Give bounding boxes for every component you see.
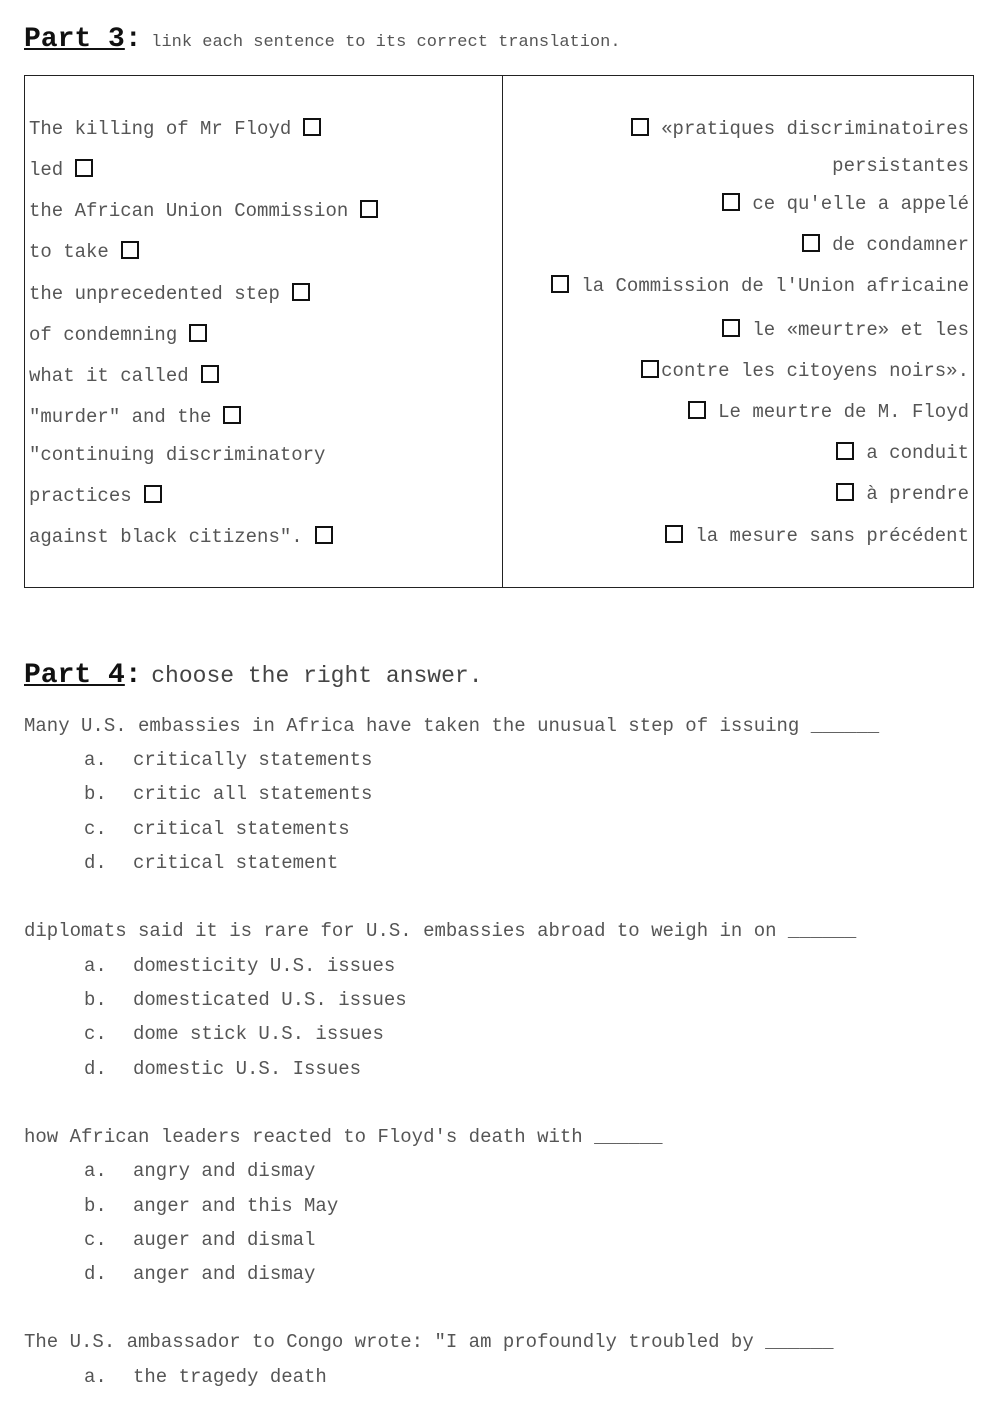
part4-colon: : — [124, 660, 142, 691]
left-item-text: against black citizens". — [29, 526, 303, 548]
left-item — [29, 323, 207, 347]
option-text: critical statement — [133, 852, 339, 874]
right-item — [836, 441, 969, 465]
right-item-text: persistantes — [832, 155, 969, 177]
checkbox[interactable] — [292, 283, 310, 301]
option-text: anger and dismay — [133, 1263, 316, 1285]
question-text: The U.S. ambassador to Congo wrote: "I am profoundly troubled by ______ — [24, 1331, 834, 1353]
right-item — [688, 400, 969, 424]
option-text: critical statements — [133, 818, 350, 840]
option-letter: d. — [84, 852, 107, 874]
option-text: the tragedy death — [133, 1366, 327, 1388]
question-text: diplomats said it is rare for U.S. embassies abroad to weigh in on ______ — [24, 920, 857, 942]
checkbox[interactable] — [722, 193, 740, 211]
left-item-text: The killing of Mr Floyd — [29, 118, 292, 140]
option-text: auger and dismal — [133, 1229, 316, 1251]
checkbox[interactable] — [144, 485, 162, 503]
right-item — [551, 274, 969, 298]
right-item — [836, 482, 969, 506]
checkbox[interactable] — [802, 234, 820, 252]
option-text: domestic U.S. Issues — [133, 1058, 362, 1080]
right-item-text: de condamner — [832, 234, 969, 256]
option-text: critic all statements — [133, 783, 373, 805]
right-item-text: «pratiques discriminatoires — [661, 118, 969, 140]
question-text: Many U.S. embassies in Africa have taken the unusual step of issuing ______ — [24, 715, 880, 737]
checkbox[interactable] — [551, 275, 569, 293]
left-item-text: to take — [29, 241, 109, 263]
answer-option[interactable] — [84, 1159, 315, 1183]
left-item — [29, 240, 139, 264]
right-item-text: a conduit — [866, 442, 969, 464]
option-letter: b. — [84, 1195, 107, 1217]
checkbox[interactable] — [201, 365, 219, 383]
left-item — [29, 364, 219, 388]
left-item — [29, 117, 321, 141]
right-item — [665, 524, 969, 548]
answer-option[interactable] — [84, 1194, 338, 1218]
right-item-text: la Commission de l'Union africaine — [581, 275, 969, 297]
left-item-text: led — [29, 159, 64, 181]
left-item — [29, 405, 241, 429]
answer-option[interactable] — [84, 748, 372, 772]
part3-instruction: link each sentence to its correct translation. — [151, 33, 621, 52]
checkbox[interactable] — [360, 200, 378, 218]
left-item — [29, 484, 162, 508]
left-item — [29, 158, 93, 182]
checkbox[interactable] — [836, 483, 854, 501]
part4-instruction: choose the right answer. — [151, 663, 483, 689]
answer-option[interactable] — [84, 954, 395, 978]
right-item — [832, 154, 969, 178]
right-item — [641, 359, 969, 383]
left-item-text: the African Union Commission — [29, 200, 349, 222]
checkbox[interactable] — [836, 442, 854, 460]
part4-title: Part 4 — [24, 660, 125, 691]
option-text: domesticated U.S. issues — [133, 989, 407, 1011]
right-item-text: à prendre — [866, 483, 969, 505]
right-item-text: Le meurtre de M. Floyd — [718, 401, 969, 423]
checkbox[interactable] — [665, 525, 683, 543]
checkbox[interactable] — [223, 406, 241, 424]
answer-option[interactable] — [84, 851, 338, 875]
answer-option[interactable] — [84, 1022, 384, 1046]
option-text: critically statements — [133, 749, 373, 771]
option-letter: c. — [84, 1023, 107, 1045]
left-item-text: "murder" and the — [29, 406, 212, 428]
answer-option[interactable] — [84, 1365, 327, 1389]
checkbox[interactable] — [303, 118, 321, 136]
option-text: domesticity U.S. issues — [133, 955, 396, 977]
option-letter: a. — [84, 955, 107, 977]
right-item — [802, 233, 969, 257]
checkbox[interactable] — [722, 319, 740, 337]
option-letter: c. — [84, 818, 107, 840]
checkbox[interactable] — [189, 324, 207, 342]
left-item — [29, 525, 333, 549]
option-letter: d. — [84, 1058, 107, 1080]
left-item — [29, 282, 310, 306]
left-item-text: "continuing discriminatory — [29, 444, 326, 466]
option-letter: b. — [84, 989, 107, 1011]
left-item-text: practices — [29, 485, 132, 507]
option-letter: b. — [84, 783, 107, 805]
column-divider — [502, 76, 503, 587]
right-item — [722, 192, 969, 216]
option-letter: a. — [84, 1366, 107, 1388]
right-item-text: la mesure sans précédent — [695, 525, 969, 547]
option-text: anger and this May — [133, 1195, 339, 1217]
option-text: dome stick U.S. issues — [133, 1023, 384, 1045]
option-letter: a. — [84, 1160, 107, 1182]
option-text: angry and dismay — [133, 1160, 316, 1182]
answer-option[interactable] — [84, 817, 350, 841]
right-item — [631, 117, 969, 141]
left-item-text: the unprecedented step — [29, 283, 280, 305]
left-item — [29, 443, 325, 467]
answer-option[interactable] — [84, 1262, 315, 1286]
left-item — [29, 199, 378, 223]
option-letter: a. — [84, 749, 107, 771]
answer-option[interactable] — [84, 782, 372, 806]
left-item-text: of condemning — [29, 324, 178, 346]
answer-option[interactable] — [84, 1228, 315, 1252]
checkbox[interactable] — [688, 401, 706, 419]
answer-option[interactable] — [84, 988, 407, 1012]
right-item — [722, 318, 969, 342]
checkbox[interactable] — [121, 241, 139, 259]
matching-table — [24, 75, 974, 588]
part3-heading — [24, 24, 621, 55]
option-letter: c. — [84, 1229, 107, 1251]
checkbox[interactable] — [315, 526, 333, 544]
right-item-text: ce qu'elle a appelé — [752, 193, 969, 215]
question-text: how African leaders reacted to Floyd's death with ______ — [24, 1126, 663, 1148]
part4-heading — [24, 660, 483, 691]
answer-option[interactable] — [84, 1057, 361, 1081]
checkbox[interactable] — [75, 159, 93, 177]
part3-colon: : — [124, 24, 142, 55]
part3-title: Part 3 — [24, 24, 125, 55]
option-letter: d. — [84, 1263, 107, 1285]
left-item-text: what it called — [29, 365, 189, 387]
checkbox[interactable] — [641, 360, 659, 378]
right-item-text: le «meurtre» et les — [752, 319, 969, 341]
right-item-text: contre les citoyens noirs». — [661, 360, 969, 382]
checkbox[interactable] — [631, 118, 649, 136]
